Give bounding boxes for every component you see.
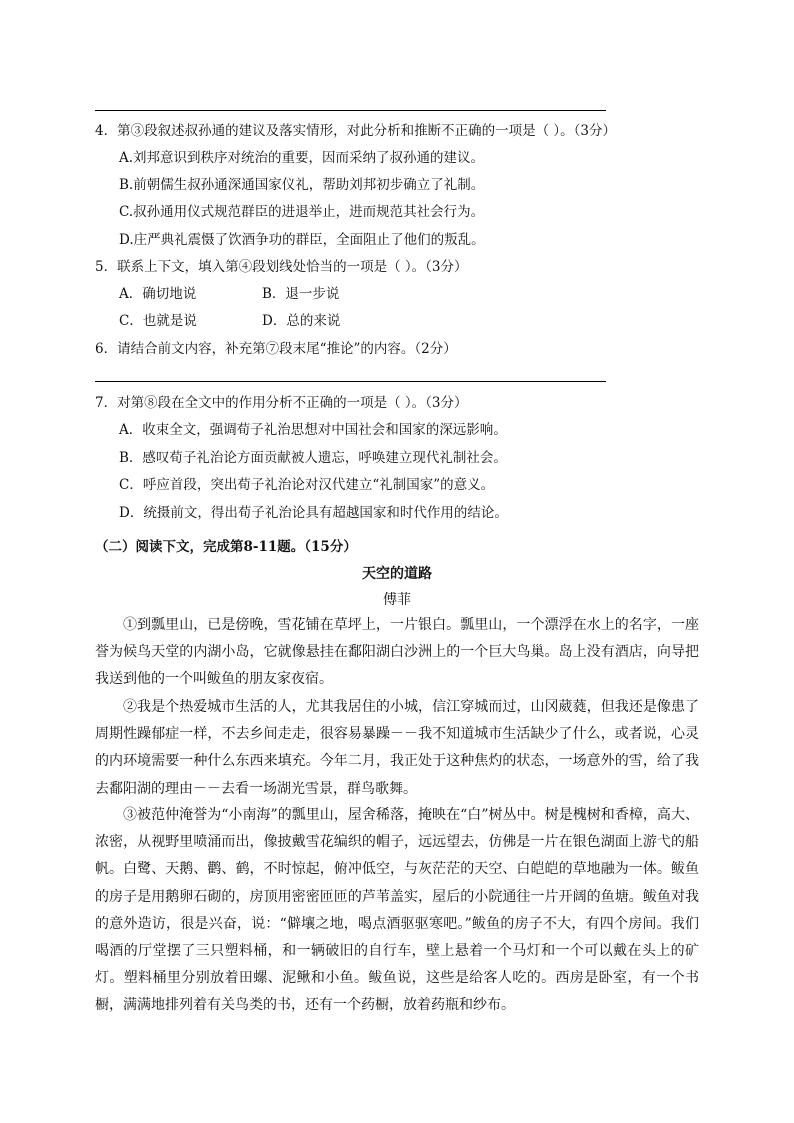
article-paragraph-1: ①到瓢里山，已是傍晚，雪花铺在草坪上，一片银白。瓢里山，一个漂浮在水上的名字，一座誉为候鸟天堂的内湖小岛，它就像悬挂在鄱阳湖白沙洲上的一个巨大鸟巢。岛上没有酒店，向导把我送到他的一个叫鲅鱼的朋友家夜宿。 bbox=[95, 617, 699, 688]
question-4-option-d: D.庄严典礼震慑了饮酒争功的群臣，全面阻止了他们的叛乱。 bbox=[119, 232, 485, 248]
question-6-stem: 6．请结合前文内容，补充第⑦段末尾“推论”的内容。（2分） bbox=[95, 341, 457, 357]
question-5-option-c: C．也就是说 bbox=[119, 313, 197, 329]
question-5-option-d: D．总的来说 bbox=[262, 313, 341, 329]
question-7-option-c: C．呼应首段，突出荀子礼治论对汉代建立“礼制国家”的意义。 bbox=[119, 477, 495, 493]
question-4-option-b: B.前朝儒生叔孙通深通国家仪礼，帮助刘邦初步确立了礼制。 bbox=[119, 177, 485, 193]
answer-line bbox=[95, 381, 606, 382]
question-4-option-a: A.刘邦意识到秩序对统治的重要，因而采纳了叔孙通的建议。 bbox=[119, 150, 485, 166]
article-author: 傅菲 bbox=[383, 592, 411, 608]
article-paragraph-3: ③被范仲淹誉为“小南海”的瓢里山，屋舍稀落，掩映在“白”树丛中。树是槐树和香樟，高大、浓密，从视野里喷涌而出，像披戴雪花编织的帽子，远远望去，仿佛是一片在银色湖面上游弋的船帆。白鹭、天鹅、鹳、鹤，不时惊起，俯冲低空，与灰茫茫的天空、白皑皑的草地融为一体。鲅鱼的房子是用鹅卵石砌的，房顶用密密匝匝的芦苇盖实，屋后的小院通往一片开阔的鱼塘。鲅鱼对我的意外造访，很是兴奋，说：“僻壤之地，喝点酒驱驱寒吧。”鲅鱼的房子不大，有四个房间。我们喝酒的厅堂摆了三只塑料桶，和一辆破旧的自行车，壁上悬着一个马灯和一个可以戴在头上的矿灯。塑料桶里分别放着田螺、泥鳅和小鱼。鲅鱼说，这些是给客人吃的。西房是卧室，有一个书橱，满满地排列着有关鸟类的书，还有一个药橱，放着药瓶和纱布。 bbox=[95, 807, 699, 1014]
question-7-option-b: B．感叹荀子礼治论方面贡献被人遗忘，呼唤建立现代礼制社会。 bbox=[119, 450, 507, 466]
article-paragraph-2: ②我是个热爱城市生活的人，尤其我居住的小城，信江穿城而过，山冈葳蕤，但我还是像患了周期性躁郁症一样，不去乡间走走，很容易暴躁－－我不知道城市生活缺少了什么，或者说，心灵的内环境需要一种什么东西来填充。今年二月，我正处于这种焦灼的状态，一场意外的雪，给了我去鄱阳湖的理由－－去看一场湖光雪景，群鸟歌舞。 bbox=[95, 699, 699, 797]
question-7-option-a: A．收束全文，强调荀子礼治思想对中国社会和国家的深远影响。 bbox=[119, 422, 507, 438]
question-5-stem: 5．联系上下文，填入第④段划线处恰当的一项是（ ）。（3分） bbox=[95, 259, 468, 275]
question-7-option-d: D．统摄前文，得出荀子礼治论具有超越国家和时代作用的结论。 bbox=[119, 505, 508, 521]
question-4-stem: 4．第③段叙述叔孙通的建议及落实情形，对此分析和推断不正确的一项是（ ）。（3分） bbox=[95, 123, 616, 139]
question-5-option-b: B．退一步说 bbox=[262, 286, 340, 302]
question-5-option-a: A．确切地说 bbox=[119, 286, 197, 302]
question-7-stem: 7．对第⑧段在全文中的作用分析不正确的一项是（ ）。（3分） bbox=[95, 395, 468, 411]
section-heading: （二）阅读下文，完成第8-11题。（15分） bbox=[95, 539, 357, 555]
question-4-option-c: C.叔孙通用仪式规范群臣的进退举止，进而规范其社会行为。 bbox=[119, 204, 485, 220]
article-title: 天空的道路 bbox=[362, 566, 432, 582]
answer-line bbox=[95, 110, 606, 111]
